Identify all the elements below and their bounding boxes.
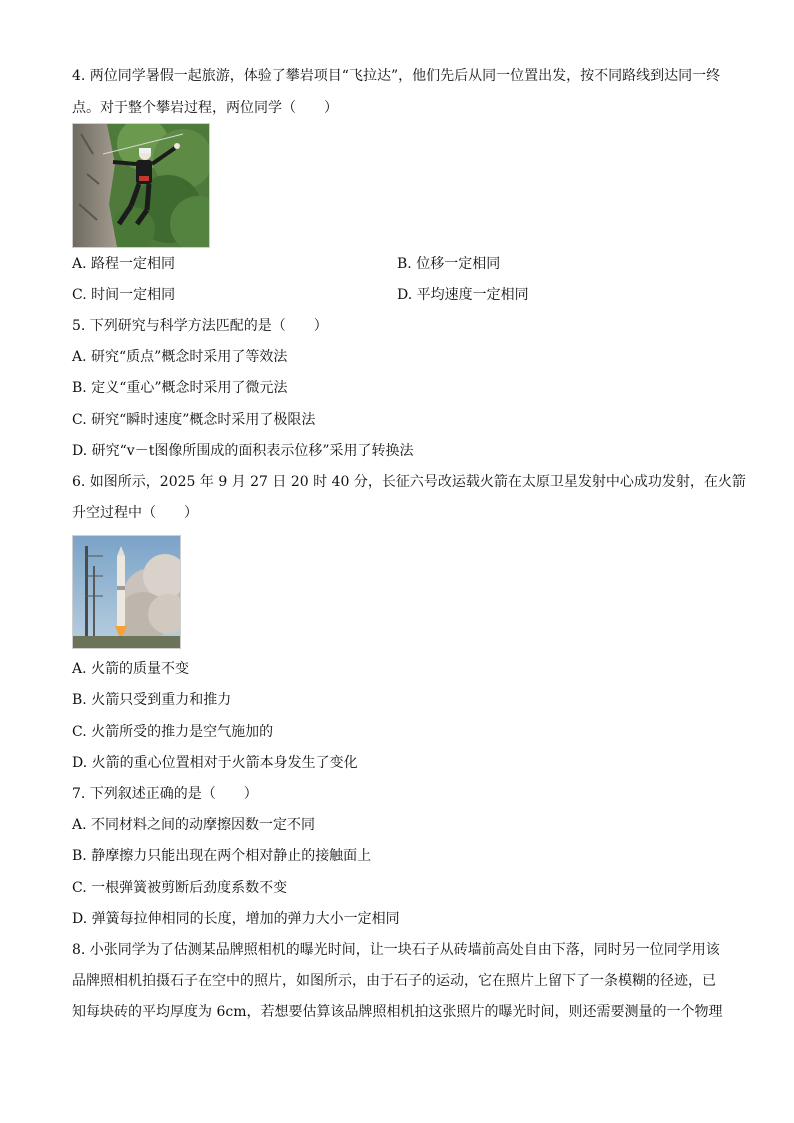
q6-option-a: A. 火箭的质量不变 xyxy=(72,661,190,677)
q4-stem-line2: 点。对于整个攀岩过程，两位同学（ ） xyxy=(72,100,338,116)
q4-option-c: C. 时间一定相同 xyxy=(72,287,176,303)
q7-stem: 7. 下列叙述正确的是（ ） xyxy=(72,786,258,802)
q4-option-d: D. 平均速度一定相同 xyxy=(397,287,529,303)
q8-stem-line1: 8. 小张同学为了估测某品牌照相机的曝光时间，让一块石子从砖墙前高处自由下落，同时另一位同学用该 xyxy=(72,942,720,958)
q5-option-b: B. 定义“重心”概念时采用了微元法 xyxy=(72,380,288,396)
q5-option-a: A. 研究“质点”概念时采用了等效法 xyxy=(72,349,288,365)
q4-stem-line1: 4. 两位同学暑假一起旅游，体验了攀岩项目“飞拉达”，他们先后从同一位置出发，按不同路线到达同一终 xyxy=(72,68,721,84)
q6-option-c: C. 火箭所受的推力是空气施加的 xyxy=(72,724,274,740)
q8-stem-line3: 知每块砖的平均厚度为 6cm，若想要估算该品牌照相机拍这张照片的曝光时间，则还需要测量的一个物理 xyxy=(72,1004,723,1020)
q7-option-b: B. 静摩擦力只能出现在两个相对静止的接触面上 xyxy=(72,848,372,864)
q6-stem-line1: 6. 如图所示，2025 年 9 月 27 日 20 时 40 分，长征六号改运载火箭在太原卫星发射中心成功发射，在火箭 xyxy=(72,474,746,490)
rocket-launch-image xyxy=(73,536,180,648)
q4-option-b: B. 位移一定相同 xyxy=(397,256,501,272)
q5-stem: 5. 下列研究与科学方法匹配的是（ ） xyxy=(72,318,328,334)
q5-option-d: D. 研究“v－t图像所围成的面积表示位移”采用了转换法 xyxy=(72,443,414,459)
q7-option-c: C. 一根弹簧被剪断后劲度系数不变 xyxy=(72,880,288,896)
climbing-photo xyxy=(72,123,210,248)
q5-option-c: C. 研究“瞬时速度”概念时采用了极限法 xyxy=(72,412,316,428)
q8-stem-line2: 品牌照相机拍摄石子在空中的照片，如图所示，由于石子的运动，它在照片上留下了一条模糊的径迹，已 xyxy=(72,973,716,989)
rocket-launch-photo xyxy=(72,535,181,649)
q6-option-b: B. 火箭只受到重力和推力 xyxy=(72,692,232,708)
q6-stem-line2: 升空过程中（ ） xyxy=(72,505,198,521)
q7-option-a: A. 不同材料之间的动摩擦因数一定不同 xyxy=(72,817,316,833)
q4-option-a: A. 路程一定相同 xyxy=(72,256,176,272)
q7-option-d: D. 弹簧每拉伸相同的长度，增加的弹力大小一定相同 xyxy=(72,911,400,927)
climbing-photo-image xyxy=(73,124,209,247)
q6-option-d: D. 火箭的重心位置相对于火箭本身发生了变化 xyxy=(72,755,358,771)
